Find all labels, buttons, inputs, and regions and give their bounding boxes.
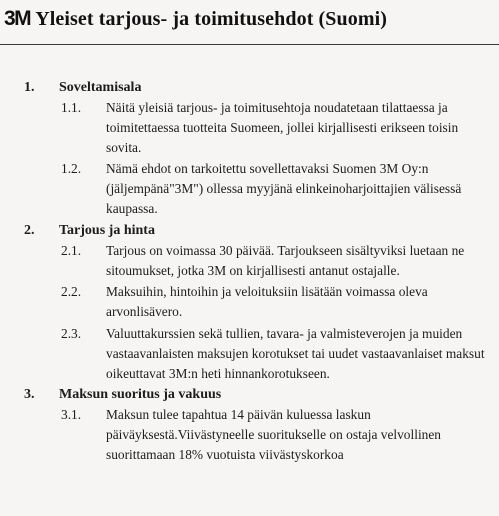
section-heading: [0, 385, 499, 405]
clause-1-1: [0, 98, 499, 157]
clause-number: 2.1.: [61, 242, 82, 258]
clause-text: Tarjous on voimassa 30 päivää. Tarjoukseen sisältyviksi luetaan ne sitoumukset, jotka 3M on kirjallisesti antanut ostajalle.: [106, 242, 465, 278]
clause-1-2: [0, 159, 499, 218]
clause-text: Näitä yleisiä tarjous- ja toimitusehtoja noudatetaan tilattaessa ja toimitettaessa tuotteita Suomeen, jollei kirjallisesti erikseen toisin sovita.: [106, 100, 459, 155]
document-body: [0, 78, 499, 467]
clause-2-1: [0, 241, 499, 281]
section-number: 1.: [24, 80, 35, 95]
section-1: [0, 78, 499, 219]
clause-text: Nämä ehdot on tarkoitettu sovellettavaksi Suomen 3M Oy:n (jäljempänä"3M") ollessa myyjänä elinkeinoharjoittajien välisessä kaupassa.: [106, 161, 462, 216]
clause-number: 2.2.: [61, 284, 82, 300]
section-2: [0, 221, 499, 384]
clause-number: 1.1.: [61, 100, 82, 115]
clause-2-2: [0, 282, 499, 322]
section-number: 3.: [24, 387, 35, 403]
section-heading: [0, 221, 499, 241]
document-header: [4, 4, 387, 34]
section-number: 2.: [24, 222, 35, 238]
header-divider: [0, 44, 499, 45]
document-title: Yleiset tarjous- ja toimitusehdot (Suomi): [35, 7, 388, 30]
section-heading: [0, 78, 499, 98]
clause-number: 2.3.: [61, 325, 82, 341]
clause-number: 3.1.: [61, 407, 82, 423]
clause-text: Valuuttakurssien sekä tullien, tavara- ja valmisteverojen ja muiden vastaavanlaisten maksujen korotukset tai uudet vastaavanlaiset maksut oikeuttavat 3M:n heti hinnankorotukseen.: [106, 325, 485, 381]
section-3: [0, 385, 499, 464]
clause-text: Maksun tulee tapahtua 14 päivän kuluessa laskun päiväyksestä.Viivästyneelle suoritukselle on ostaja velvollinen suorittamaan 18% vuotuista viivästyskorkoa: [106, 407, 441, 462]
clause-3-1: [0, 405, 499, 464]
section-title: Maksun suoritus ja vakuus: [59, 387, 222, 403]
3m-logo: 3M: [4, 7, 31, 30]
section-title: Soveltamisala: [59, 80, 142, 95]
clause-2-3: [0, 324, 499, 383]
section-title: Tarjous ja hinta: [59, 222, 155, 238]
clause-number: 1.2.: [61, 161, 82, 177]
clause-text: Maksuihin, hintoihin ja veloituksiin lisätään voimassa oleva arvonlisävero.: [106, 284, 428, 320]
